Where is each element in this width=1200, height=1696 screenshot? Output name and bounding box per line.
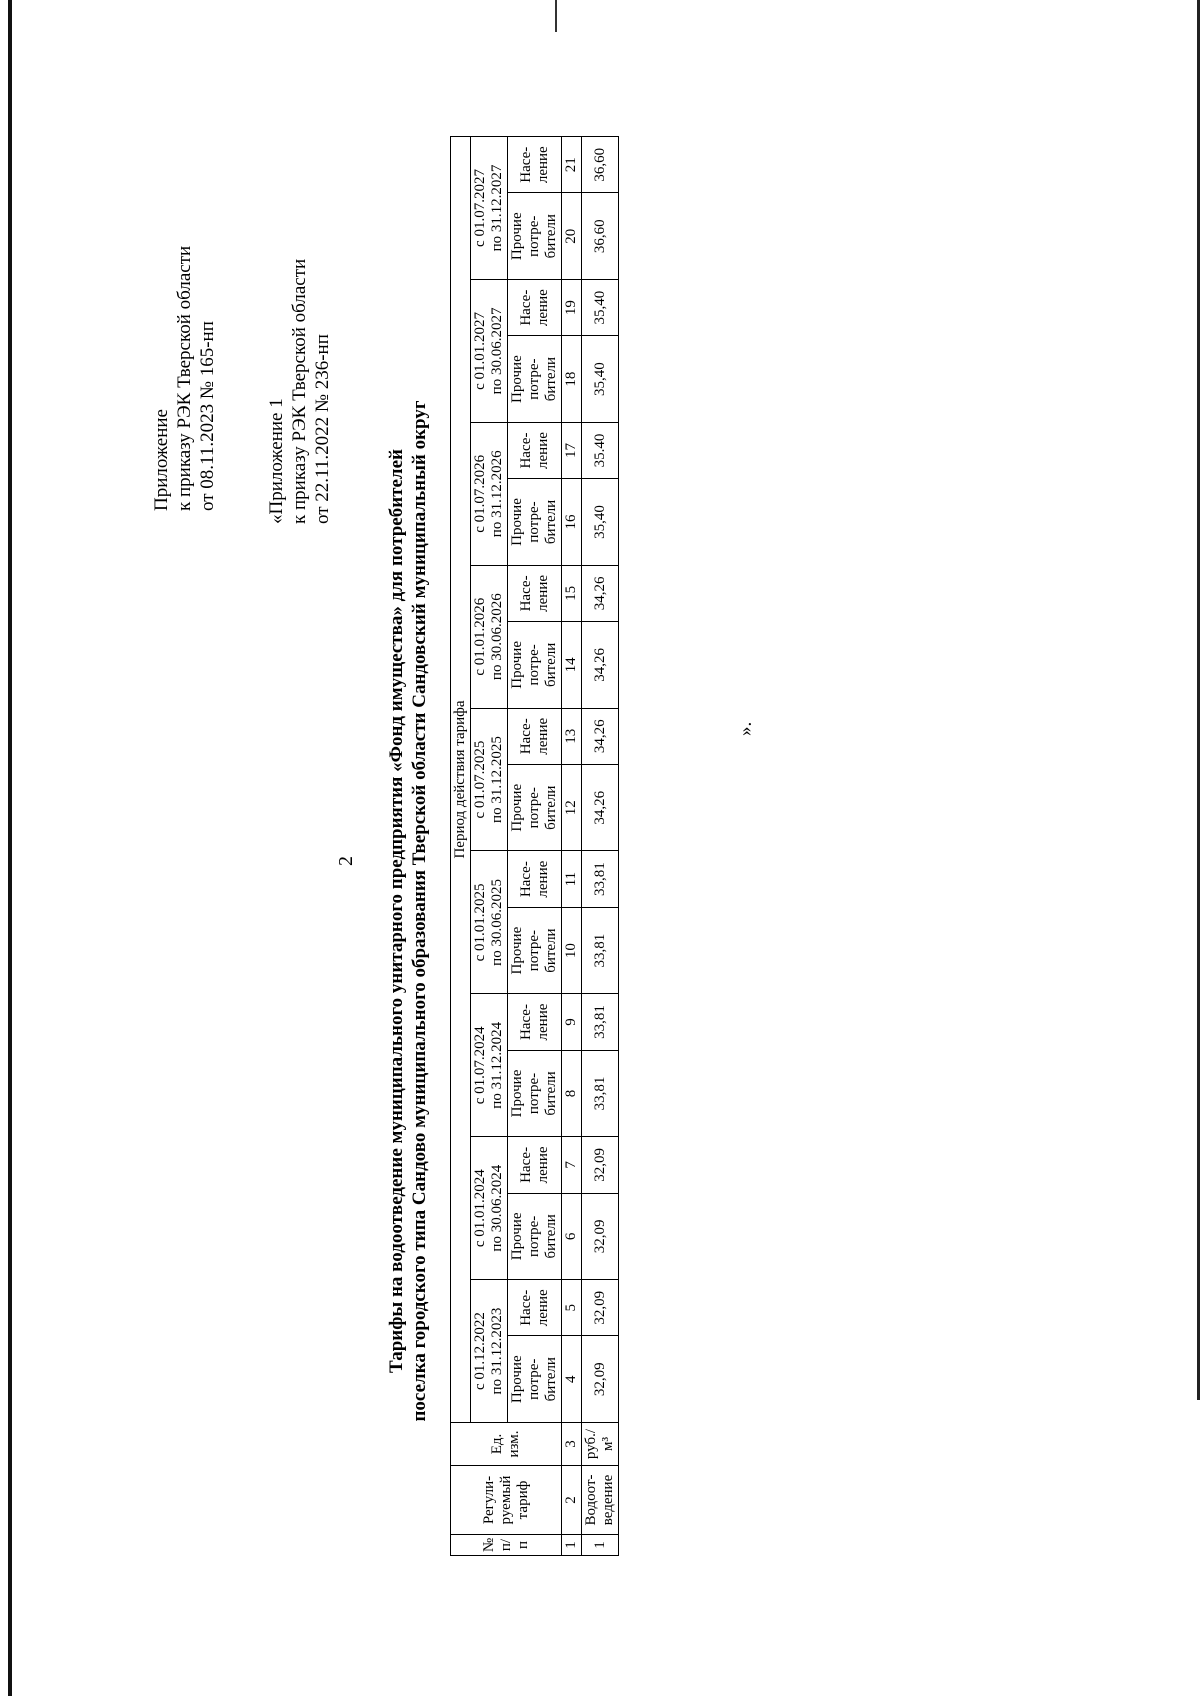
period-to: по 31.12.2023 (489, 1307, 505, 1395)
tariff-value: 34,26 (582, 764, 619, 851)
subheader-population: Насе- ление (508, 1280, 562, 1336)
period-header (471, 1280, 508, 1423)
title-line1: Тарифы на водоотведение муниципального унитарного предприятия «Фонд имущества» для потребителей (386, 449, 407, 1373)
header-tariff: Регули- руемый тариф (451, 1466, 562, 1535)
period-header (471, 422, 508, 565)
subheader-population: Насе- ление (508, 994, 562, 1050)
period-from: с 01.01.2025 (472, 883, 488, 962)
tariff-value: 34,26 (582, 565, 619, 621)
subheader-population: Насе- ление (508, 1137, 562, 1193)
header-period: Период действия тарифа (451, 137, 471, 1423)
subheader-other-consumers: Прочие потре- бители (508, 622, 562, 709)
period-from: с 01.01.2027 (472, 311, 488, 390)
annex1-line1: «Приложение 1 (266, 398, 287, 524)
period-header (471, 280, 508, 423)
subheader-population: Насе- ление (508, 851, 562, 907)
subheader-other-consumers: Прочие потре- бители (508, 1193, 562, 1280)
period-to: по 31.12.2026 (489, 450, 505, 538)
column-number: 20 (562, 193, 582, 280)
subheader-other-consumers: Прочие потре- бители (508, 764, 562, 851)
column-number: 4 (562, 1336, 582, 1423)
column-number: 15 (562, 565, 582, 621)
period-header (471, 1137, 508, 1280)
annex1-line3: от 22.11.2022 № 236-нп (312, 334, 333, 524)
period-header (471, 565, 508, 708)
tariff-value: 32,09 (582, 1336, 619, 1423)
period-from: с 01.01.2024 (472, 1169, 488, 1248)
annex1-header (265, 259, 334, 524)
period-to: по 30.06.2025 (489, 879, 505, 966)
period-to: по 30.06.2024 (489, 1164, 505, 1252)
tariff-value: 35,40 (582, 280, 619, 336)
document-title (385, 126, 431, 1696)
column-number: 1 (562, 1535, 582, 1556)
period-from: с 01.07.2027 (472, 169, 488, 247)
tariff-value: 32,09 (582, 1280, 619, 1336)
column-number: 5 (562, 1280, 582, 1336)
annex-header (150, 246, 219, 511)
period-header (471, 994, 508, 1137)
tariff-table (450, 136, 619, 1556)
tariff-value: 36,60 (582, 193, 619, 280)
tariff-value: 32,09 (582, 1137, 619, 1193)
header-number: № п/п (451, 1535, 562, 1556)
tariff-value: 35,40 (582, 336, 619, 423)
column-number: 3 (562, 1423, 582, 1466)
column-number: 16 (562, 479, 582, 566)
annex-header-line1: Приложение (151, 409, 172, 511)
tariff-value: 36,60 (582, 137, 619, 193)
subheader-other-consumers: Прочие потре- бители (508, 193, 562, 280)
column-number: 17 (562, 422, 582, 478)
column-number: 11 (562, 851, 582, 907)
period-to: по 31.12.2027 (489, 164, 505, 252)
tariff-value: 34,26 (582, 622, 619, 709)
row-unit: руб./м³ (582, 1423, 619, 1466)
subheader-other-consumers: Прочие потре- бители (508, 1336, 562, 1423)
annex1-line2: к приказу РЭК Тверской области (289, 258, 310, 524)
tariff-value: 33,81 (582, 907, 619, 994)
period-header (471, 708, 508, 851)
subheader-other-consumers: Прочие потре- бители (508, 336, 562, 423)
column-number: 2 (562, 1466, 582, 1535)
column-number: 18 (562, 336, 582, 423)
period-from: с 01.07.2025 (472, 740, 488, 819)
closing-quote: ». (735, 721, 756, 736)
subheader-other-consumers: Прочие потре- бители (508, 1050, 562, 1137)
period-header (471, 851, 508, 994)
annex-header-line3: от 08.11.2023 № 165-нп (197, 321, 218, 511)
period-from: с 01.01.2026 (472, 597, 488, 676)
column-number: 6 (562, 1193, 582, 1280)
subheader-population: Насе- ление (508, 422, 562, 478)
tariff-value: 35,40 (582, 479, 619, 566)
tariff-value: 35.40 (582, 422, 619, 478)
column-number: 14 (562, 622, 582, 709)
subheader-population: Насе- ление (508, 137, 562, 193)
tariff-value: 33,81 (582, 994, 619, 1050)
period-to: по 30.06.2027 (489, 307, 505, 395)
subheader-population: Насе- ление (508, 708, 562, 764)
tariff-value: 34,26 (582, 708, 619, 764)
subheader-population: Насе- ление (508, 280, 562, 336)
subheader-other-consumers: Прочие потре- бители (508, 907, 562, 994)
header-unit: Ед. изм. (451, 1423, 562, 1466)
column-number: 10 (562, 907, 582, 994)
subheader-population: Насе- ление (508, 565, 562, 621)
subheader-other-consumers: Прочие потре- бители (508, 479, 562, 566)
tariff-value: 33,81 (582, 851, 619, 907)
period-from: с 01.07.2026 (472, 454, 488, 533)
tariff-value: 32,09 (582, 1193, 619, 1280)
page-number: 2 (335, 856, 357, 866)
title-line2: поселка городского типа Сандово муниципального образования Тверской области Сандовский муниципальный округ (409, 400, 430, 1422)
row-tariff: Водоот- ведение (582, 1466, 619, 1535)
row-number: 1 (582, 1535, 619, 1556)
period-from: с 01.07.2024 (472, 1026, 488, 1105)
period-from: с 01.12.2022 (472, 1312, 488, 1391)
column-number: 19 (562, 280, 582, 336)
period-to: по 31.12.2024 (489, 1021, 505, 1109)
column-number: 8 (562, 1050, 582, 1137)
column-number: 7 (562, 1137, 582, 1193)
column-number: 13 (562, 708, 582, 764)
column-number: 21 (562, 137, 582, 193)
column-number: 9 (562, 994, 582, 1050)
period-to: по 30.06.2026 (489, 593, 505, 681)
column-number: 12 (562, 764, 582, 851)
annex-header-line2: к приказу РЭК Тверской области (174, 245, 195, 511)
tariff-value: 33,81 (582, 1050, 619, 1137)
period-header (471, 137, 508, 280)
period-to: по 31.12.2025 (489, 736, 505, 823)
